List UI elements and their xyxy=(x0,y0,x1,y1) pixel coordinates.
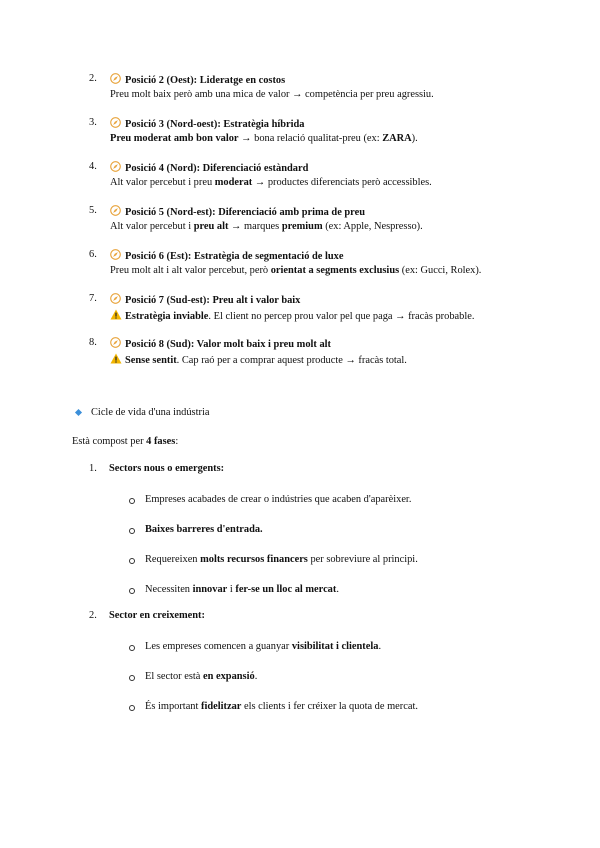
phase-title: Sectors nous o emergents: xyxy=(109,463,225,474)
position-title xyxy=(110,293,300,306)
circle-bullet-icon xyxy=(129,498,135,504)
position-title-text: Posició 8 (Sud): Valor molt baix i preu molt alt xyxy=(125,339,331,350)
position-number: 5. xyxy=(89,205,97,216)
compass-icon xyxy=(110,339,125,350)
position-desc xyxy=(110,265,481,276)
position-title-text: Posició 3 (Nord-oest): Estratègia híbrida xyxy=(125,119,305,130)
circle-bullet-icon xyxy=(129,675,135,681)
phase-item: Empreses acabades de crear o indústries que acaben d'aparèixer. xyxy=(145,494,412,505)
phase-item: Baixes barreres d'entrada. xyxy=(145,524,263,535)
position-desc-text: Preu molt baix però amb una mica de valor → competència per preu agressiu. xyxy=(110,89,434,100)
position-title xyxy=(110,161,308,174)
position-title-text: Posició 6 (Est): Estratègia de segmentació de luxe xyxy=(125,251,344,262)
compass-icon xyxy=(110,163,125,174)
phase-title: Sector en creixement: xyxy=(109,610,205,621)
circle-bullet-icon xyxy=(129,705,135,711)
position-desc-text: Sense sentit. Cap raó per a comprar aquest producte → fracàs total. xyxy=(125,355,407,366)
phase-item: Les empreses comencen a guanyar visibilitat i clientela. xyxy=(145,641,382,652)
position-desc xyxy=(110,133,418,144)
phase-item: El sector està en expansió. xyxy=(145,671,258,682)
position-desc-text: Estratègia inviable. El client no percep prou valor pel que paga → fracàs probable. xyxy=(125,311,475,322)
position-number: 2. xyxy=(89,73,97,84)
compass-icon xyxy=(110,119,125,130)
phase-item: Necessiten innovar i fer-se un lloc al mercat. xyxy=(145,584,339,595)
position-desc xyxy=(110,309,474,322)
position-title xyxy=(110,73,285,86)
position-desc-text: Preu moderat amb bon valor → bona relació qualitat-preu (ex: ZARA). xyxy=(110,133,418,144)
position-title xyxy=(110,337,331,350)
position-title-text: Posició 7 (Sud-est): Preu alt i valor baix xyxy=(125,295,301,306)
phase-item: Requereixen molts recursos financers per sobreviure al principi. xyxy=(145,554,418,565)
compass-icon xyxy=(110,75,125,86)
section-intro: Està compost per 4 fases: xyxy=(72,436,179,447)
section-heading: Cicle de vida d'una indústria xyxy=(91,407,210,418)
position-title-text: Posició 4 (Nord): Diferenciació estàndard xyxy=(125,163,309,174)
position-desc-text: Preu molt alt i alt valor percebut, però orientat a segments exclusius (ex: Gucci, Rolex). xyxy=(110,265,482,276)
warning-icon xyxy=(110,311,125,322)
position-title xyxy=(110,205,365,218)
compass-icon xyxy=(110,295,125,306)
position-desc xyxy=(110,221,423,232)
position-number: 8. xyxy=(89,337,97,348)
position-title-text: Posició 5 (Nord-est): Diferenciació amb prima de preu xyxy=(125,207,365,218)
position-number: 4. xyxy=(89,161,97,172)
position-title-text: Posició 2 (Oest): Lideratge en costos xyxy=(125,75,286,86)
circle-bullet-icon xyxy=(129,588,135,594)
position-desc xyxy=(110,177,432,188)
circle-bullet-icon xyxy=(129,528,135,534)
warning-icon xyxy=(110,355,125,366)
circle-bullet-icon xyxy=(129,645,135,651)
position-desc xyxy=(110,353,407,366)
compass-icon xyxy=(110,251,125,262)
position-title xyxy=(110,117,305,130)
position-number: 7. xyxy=(89,293,97,304)
position-desc xyxy=(110,89,434,100)
compass-icon xyxy=(110,207,125,218)
circle-bullet-icon xyxy=(129,558,135,564)
position-title xyxy=(110,249,343,262)
position-desc-text: Alt valor percebut i preu moderat → productes diferenciats però accessibles. xyxy=(110,177,432,188)
position-number: 6. xyxy=(89,249,97,260)
phase-item: És important fidelitzar els clients i fer créixer la quota de mercat. xyxy=(145,701,418,712)
position-desc-text: Alt valor percebut i preu alt → marques premium (ex: Apple, Nespresso). xyxy=(110,221,423,232)
diamond-bullet-icon xyxy=(75,409,82,416)
position-number: 3. xyxy=(89,117,97,128)
phase-number: 1. xyxy=(89,463,97,474)
phase-number: 2. xyxy=(89,610,97,621)
